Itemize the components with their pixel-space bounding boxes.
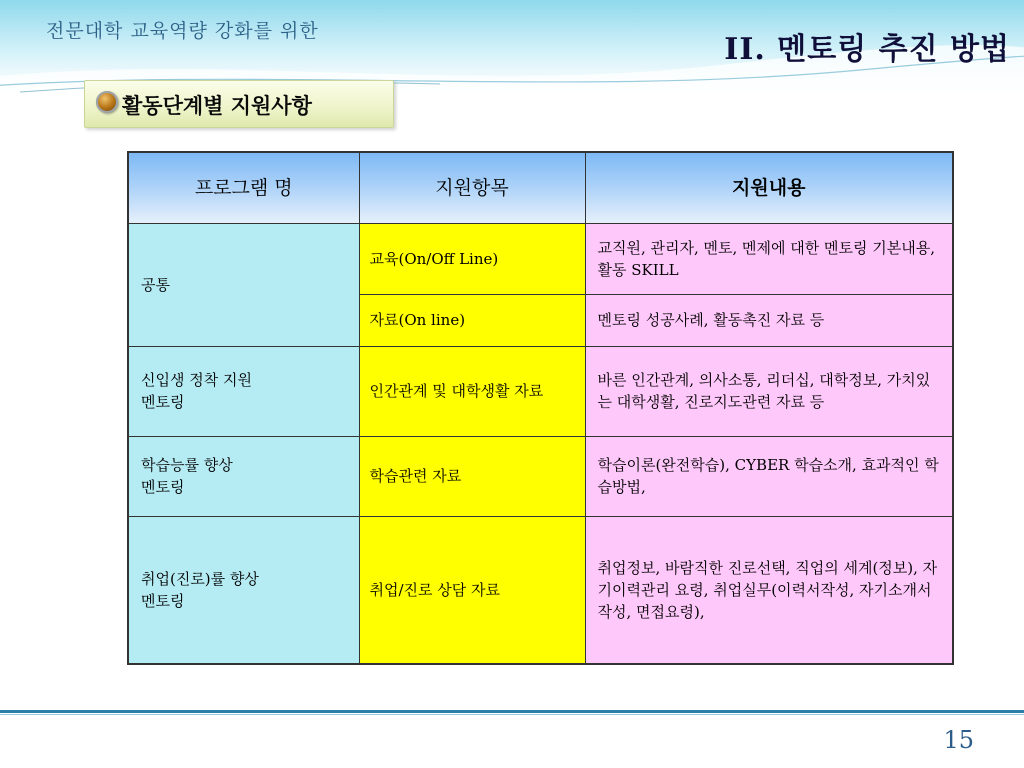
slide-title: II. 멘토링 추진 방법 <box>724 32 1010 67</box>
item-cell: 인간관계 및 대학생활 자료 <box>359 346 585 436</box>
content-cell: 학습이론(완전학습), CYBER 학습소개, 효과적인 학습방법, <box>585 436 953 516</box>
program-cell <box>128 516 359 664</box>
support-table <box>127 151 954 665</box>
table-row <box>128 516 953 664</box>
footer-divider-thin <box>0 714 1024 715</box>
footer-divider <box>0 710 1024 713</box>
program-cell <box>128 223 359 346</box>
program-name-line: 멘토링 <box>141 478 185 496</box>
content-cell: 교직원, 관리자, 멘토, 멘제에 대한 멘토링 기본내용, 활동 SKILL <box>585 223 953 294</box>
table-row <box>128 223 953 294</box>
item-cell: 교육(On/Off Line) <box>359 223 585 294</box>
item-cell: 취업/진로 상담 자료 <box>359 516 585 664</box>
item-cell: 자료(On line) <box>359 294 585 346</box>
slide-subtitle: 전문대학 교육역량 강화를 위한 <box>46 20 319 42</box>
column-header-item: 지원항목 <box>359 152 585 223</box>
table-header-row <box>128 152 953 223</box>
table-row <box>128 346 953 436</box>
table-row <box>128 436 953 516</box>
content-cell: 바른 인간관계, 의사소통, 리더십, 대학정보, 가치있는 대학생활, 진로지도관련 자료 등 <box>585 346 953 436</box>
program-name-line: 멘토링 <box>141 393 185 411</box>
program-name-line: 취업(진로)률 향상 <box>141 569 259 588</box>
program-name-line: 학습능률 향상 <box>141 456 233 474</box>
program-name-line: 멘토링 <box>141 591 185 610</box>
content-cell: 취업정보, 바람직한 진로선택, 직업의 세계(정보), 자기이력관리 요령, 취업실무(이력서작성, 자기소개서작성, 면접요령), <box>585 516 953 664</box>
program-name-line: 공통 <box>141 275 170 294</box>
column-header-content: 지원내용 <box>585 152 953 223</box>
item-cell: 학습관련 자료 <box>359 436 585 516</box>
column-header-program: 프로그램 명 <box>128 152 359 223</box>
content-cell: 멘토링 성공사례, 활동촉진 자료 등 <box>585 294 953 346</box>
program-cell <box>128 346 359 436</box>
page-number: 15 <box>943 726 974 754</box>
program-cell <box>128 436 359 516</box>
bullet-sphere-icon <box>96 91 118 113</box>
program-name-line: 신입생 정착 지원 <box>141 371 252 389</box>
section-heading: 활동단계별 지원사항 <box>122 94 312 118</box>
